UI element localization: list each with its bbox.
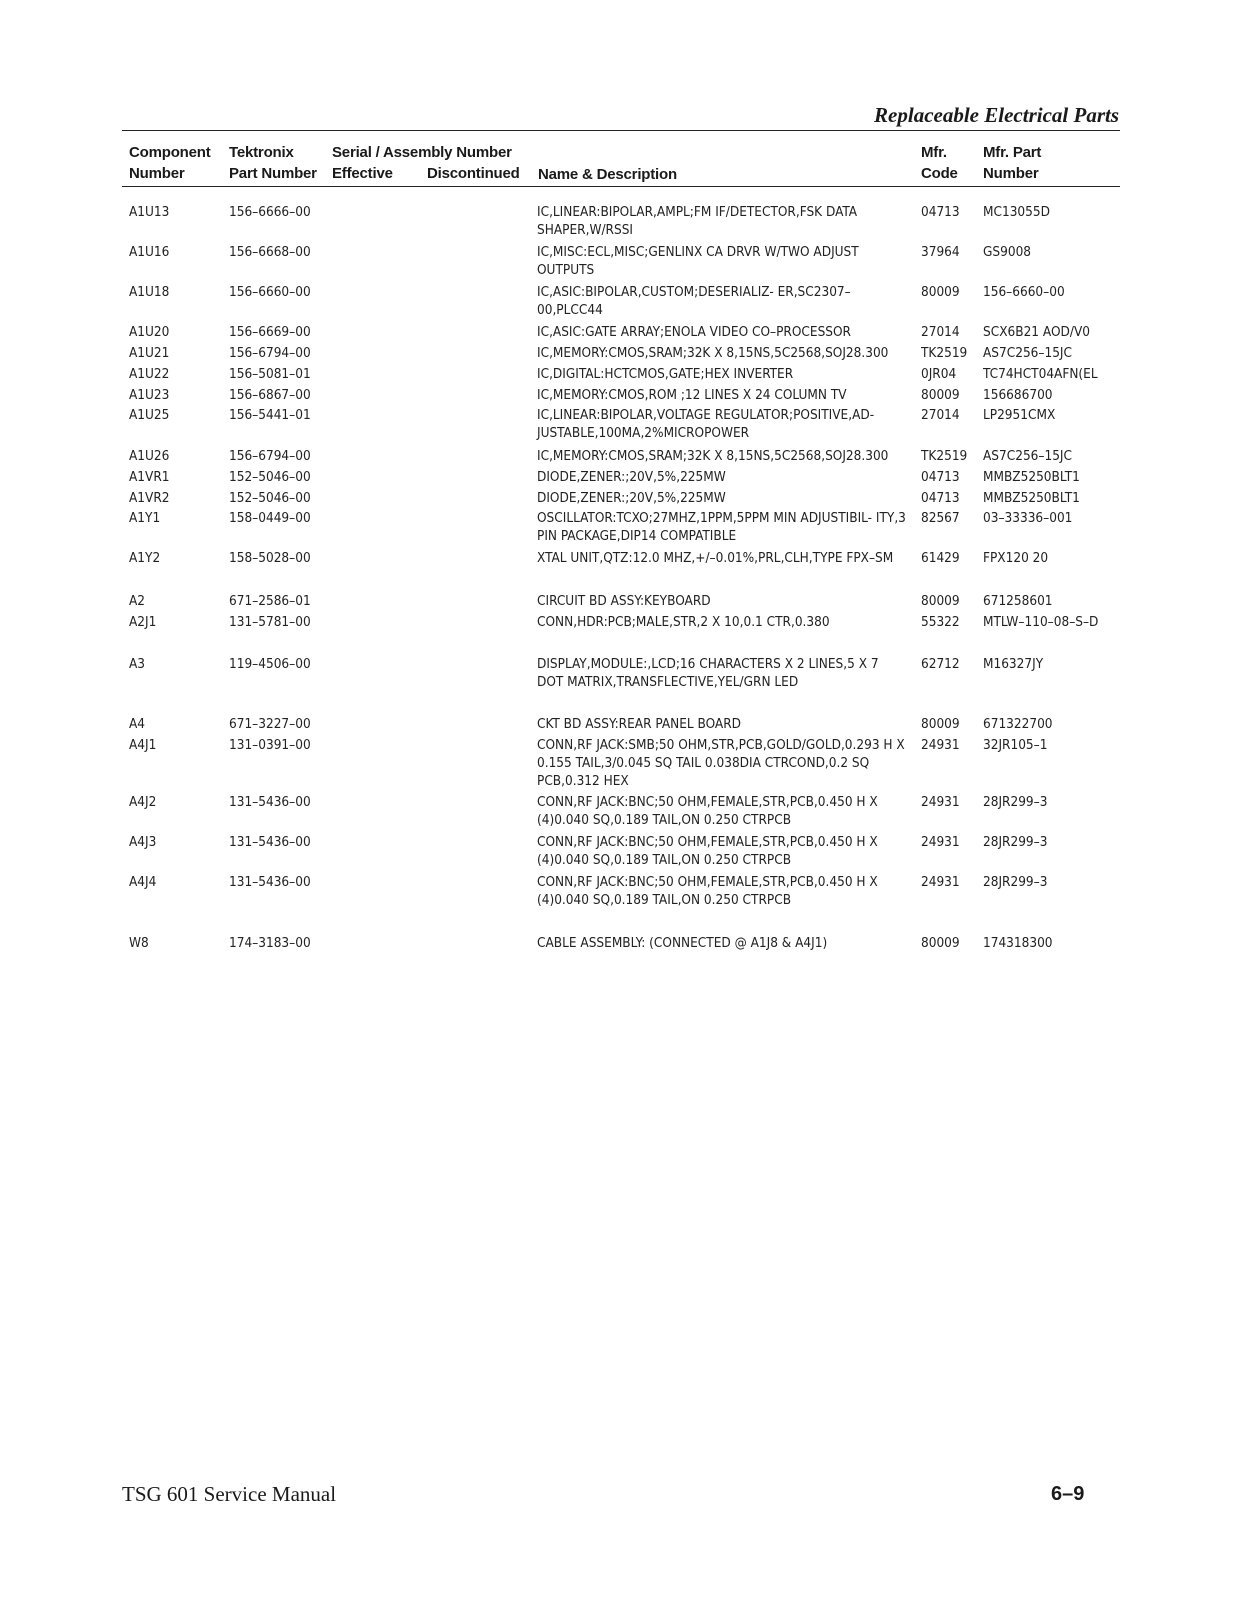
name-description: CABLE ASSEMBLY: (CONNECTED @ A1J8 & A4J1) [537, 935, 828, 951]
col-discontinued-label: Discontinued [427, 165, 520, 182]
mfr-code: 24931 [921, 834, 960, 850]
tektronix-part-number: 131–5781–00 [229, 614, 311, 630]
name-description: IC,DIGITAL:HCTCMOS,GATE;HEX INVERTER [537, 366, 794, 382]
mfr-part-number: MMBZ5250BLT1 [983, 469, 1080, 485]
mfr-code: 61429 [921, 550, 960, 566]
mfr-part-number: 28JR299–3 [983, 874, 1048, 890]
tektronix-part-number: 152–5046–00 [229, 490, 311, 506]
col-mfr-code-label-2: Code [921, 165, 958, 182]
mfr-part-number: TC74HCT04AFN(EL [983, 366, 1098, 382]
component-number: A4J1 [129, 737, 157, 753]
component-number: A1U20 [129, 324, 170, 340]
tektronix-part-number: 156–5441–01 [229, 407, 311, 423]
tektronix-part-number: 156–6666–00 [229, 204, 311, 220]
col-tektronix-label-1: Tektronix [229, 144, 294, 161]
mfr-code: 80009 [921, 935, 960, 951]
name-description: OSCILLATOR:TCXO;27MHZ,1PPM,5PPM MIN ADJUSTIBIL- ITY,3 PIN PACKAGE,DIP14 COMPATIBLE [537, 510, 906, 544]
col-mfr-part-label-2: Number [983, 165, 1039, 182]
name-description: DISPLAY,MODULE:,LCD;16 CHARACTERS X 2 LINES,5 X 7 DOT MATRIX,TRANSFLECTIVE,YEL/GRN LED [537, 656, 879, 690]
tektronix-part-number: 156–6668–00 [229, 244, 311, 260]
component-number: A4 [129, 716, 146, 732]
mfr-code: 80009 [921, 716, 960, 732]
tektronix-part-number: 131–5436–00 [229, 834, 311, 850]
component-number: A1U23 [129, 387, 170, 403]
mfr-code: 80009 [921, 593, 960, 609]
col-mfr-code-label-1: Mfr. [921, 144, 947, 161]
name-description: CONN,RF JACK:SMB;50 OHM,STR,PCB,GOLD/GOLD,0.293 H X 0.155 TAIL,3/0.045 SQ TAIL 0.038DIA CTRCOND,0.2 SQ PCB,0.312 HEX [537, 737, 905, 789]
mfr-code: 04713 [921, 204, 960, 220]
mfr-part-number: 28JR299–3 [983, 794, 1048, 810]
mfr-code: 82567 [921, 510, 960, 526]
page-number: 6–9 [1051, 1483, 1085, 1505]
name-description: IC,MEMORY:CMOS,SRAM;32K X 8,15NS,5C2568,SOJ28.300 [537, 345, 889, 361]
name-description: IC,MEMORY:CMOS,ROM ;12 LINES X 24 COLUMN TV [537, 387, 847, 403]
mfr-part-number: SCX6B21 AOD/V0 [983, 324, 1090, 340]
mfr-code: 55322 [921, 614, 960, 630]
name-description: CONN,RF JACK:BNC;50 OHM,FEMALE,STR,PCB,0.450 H X (4)0.040 SQ,0.189 TAIL,ON 0.250 CTRPCB [537, 834, 878, 868]
mfr-code: TK2519 [921, 345, 968, 361]
name-description: IC,MEMORY:CMOS,SRAM;32K X 8,15NS,5C2568,SOJ28.300 [537, 448, 889, 464]
name-description: XTAL UNIT,QTZ:12.0 MHZ,+/–0.01%,PRL,CLH,TYPE FPX–SM [537, 550, 894, 566]
tektronix-part-number: 156–6867–00 [229, 387, 311, 403]
mfr-part-number: 671258601 [983, 593, 1053, 609]
mfr-code: 24931 [921, 794, 960, 810]
mfr-part-number: 156686700 [983, 387, 1053, 403]
mfr-code: 80009 [921, 284, 960, 300]
mfr-part-number: 156–6660–00 [983, 284, 1065, 300]
tektronix-part-number: 158–0449–00 [229, 510, 311, 526]
mfr-part-number: GS9008 [983, 244, 1032, 260]
component-number: A4J4 [129, 874, 157, 890]
mfr-code: 0JR04 [921, 366, 957, 382]
mfr-code: 62712 [921, 656, 960, 672]
component-number: A1VR1 [129, 469, 170, 485]
name-description: IC,LINEAR:BIPOLAR,AMPL;FM IF/DETECTOR,FSK DATA SHAPER,W/RSSI [537, 204, 858, 238]
mfr-part-number: 174318300 [983, 935, 1053, 951]
component-number: A1VR2 [129, 490, 170, 506]
name-description: IC,LINEAR:BIPOLAR,VOLTAGE REGULATOR;POSITIVE,AD- JUSTABLE,100MA,2%MICROPOWER [537, 407, 875, 441]
name-description: IC,ASIC:GATE ARRAY;ENOLA VIDEO CO–PROCESSOR [537, 324, 851, 340]
component-number: A2 [129, 593, 146, 609]
col-name-description-label: Name & Description [538, 166, 677, 183]
component-number: A4J3 [129, 834, 157, 850]
section-title: Replaceable Electrical Parts [874, 103, 1119, 127]
mfr-part-number: 32JR105–1 [983, 737, 1048, 753]
name-description: IC,ASIC:BIPOLAR,CUSTOM;DESERIALIZ- ER,SC2307–00,PLCC44 [537, 284, 851, 318]
tektronix-part-number: 156–6660–00 [229, 284, 311, 300]
mfr-part-number: MMBZ5250BLT1 [983, 490, 1080, 506]
tektronix-part-number: 671–2586–01 [229, 593, 311, 609]
mfr-part-number: MTLW–110–08–S–D [983, 614, 1099, 630]
component-number: A1U18 [129, 284, 170, 300]
mfr-code: 80009 [921, 387, 960, 403]
col-serial-label: Serial / Assembly Number [332, 144, 512, 161]
tektronix-part-number: 156–6669–00 [229, 324, 311, 340]
component-number: A4J2 [129, 794, 157, 810]
tektronix-part-number: 152–5046–00 [229, 469, 311, 485]
component-number: W8 [129, 935, 149, 951]
mfr-part-number: AS7C256–15JC [983, 345, 1072, 361]
tektronix-part-number: 174–3183–00 [229, 935, 311, 951]
component-number: A1Y2 [129, 550, 161, 566]
col-tektronix-label-2: Part Number [229, 165, 317, 182]
name-description: DIODE,ZENER:;20V,5%,225MW [537, 490, 726, 506]
manual-title: TSG 601 Service Manual [122, 1482, 337, 1506]
mfr-part-number: AS7C256–15JC [983, 448, 1072, 464]
component-number: A1Y1 [129, 510, 161, 526]
name-description: CONN,HDR:PCB;MALE,STR,2 X 10,0.1 CTR,0.380 [537, 614, 830, 630]
tektronix-part-number: 131–5436–00 [229, 874, 311, 890]
mfr-code: 24931 [921, 737, 960, 753]
mfr-code: TK2519 [921, 448, 968, 464]
tektronix-part-number: 671–3227–00 [229, 716, 311, 732]
name-description: IC,MISC:ECL,MISC;GENLINX CA DRVR W/TWO ADJUST OUTPUTS [537, 244, 859, 278]
name-description: DIODE,ZENER:;20V,5%,225MW [537, 469, 726, 485]
mfr-code: 04713 [921, 490, 960, 506]
tektronix-part-number: 131–0391–00 [229, 737, 311, 753]
name-description: CKT BD ASSY:REAR PANEL BOARD [537, 716, 742, 732]
name-description: CONN,RF JACK:BNC;50 OHM,FEMALE,STR,PCB,0.450 H X (4)0.040 SQ,0.189 TAIL,ON 0.250 CTRPCB [537, 794, 878, 828]
component-number: A3 [129, 656, 146, 672]
component-number: A1U21 [129, 345, 170, 361]
name-description: CIRCUIT BD ASSY:KEYBOARD [537, 593, 711, 609]
mfr-part-number: M16327JY [983, 656, 1044, 672]
mfr-code: 04713 [921, 469, 960, 485]
component-number: A1U22 [129, 366, 170, 382]
component-number: A1U16 [129, 244, 170, 260]
col-component-label-2: Number [129, 165, 185, 182]
component-number: A1U25 [129, 407, 170, 423]
tektronix-part-number: 156–6794–00 [229, 345, 311, 361]
name-description: CONN,RF JACK:BNC;50 OHM,FEMALE,STR,PCB,0.450 H X (4)0.040 SQ,0.189 TAIL,ON 0.250 CTRPCB [537, 874, 878, 908]
col-component-label-1: Component [129, 144, 211, 161]
col-mfr-part-label-1: Mfr. Part [983, 144, 1042, 161]
mfr-part-number: MC13055D [983, 204, 1050, 220]
component-number: A1U13 [129, 204, 170, 220]
tektronix-part-number: 119–4506–00 [229, 656, 311, 672]
mfr-part-number: 671322700 [983, 716, 1053, 732]
tektronix-part-number: 156–5081–01 [229, 366, 311, 382]
mfr-code: 37964 [921, 244, 960, 260]
component-number: A1U26 [129, 448, 170, 464]
component-number: A2J1 [129, 614, 157, 630]
tektronix-part-number: 156–6794–00 [229, 448, 311, 464]
mfr-code: 24931 [921, 874, 960, 890]
mfr-part-number: 28JR299–3 [983, 834, 1048, 850]
col-effective-label: Effective [332, 165, 393, 182]
mfr-part-number: 03–33336–001 [983, 510, 1073, 526]
tektronix-part-number: 158–5028–00 [229, 550, 311, 566]
tektronix-part-number: 131–5436–00 [229, 794, 311, 810]
mfr-part-number: LP2951CMX [983, 407, 1056, 423]
mfr-code: 27014 [921, 407, 960, 423]
mfr-code: 27014 [921, 324, 960, 340]
mfr-part-number: FPX120 20 [983, 550, 1049, 566]
